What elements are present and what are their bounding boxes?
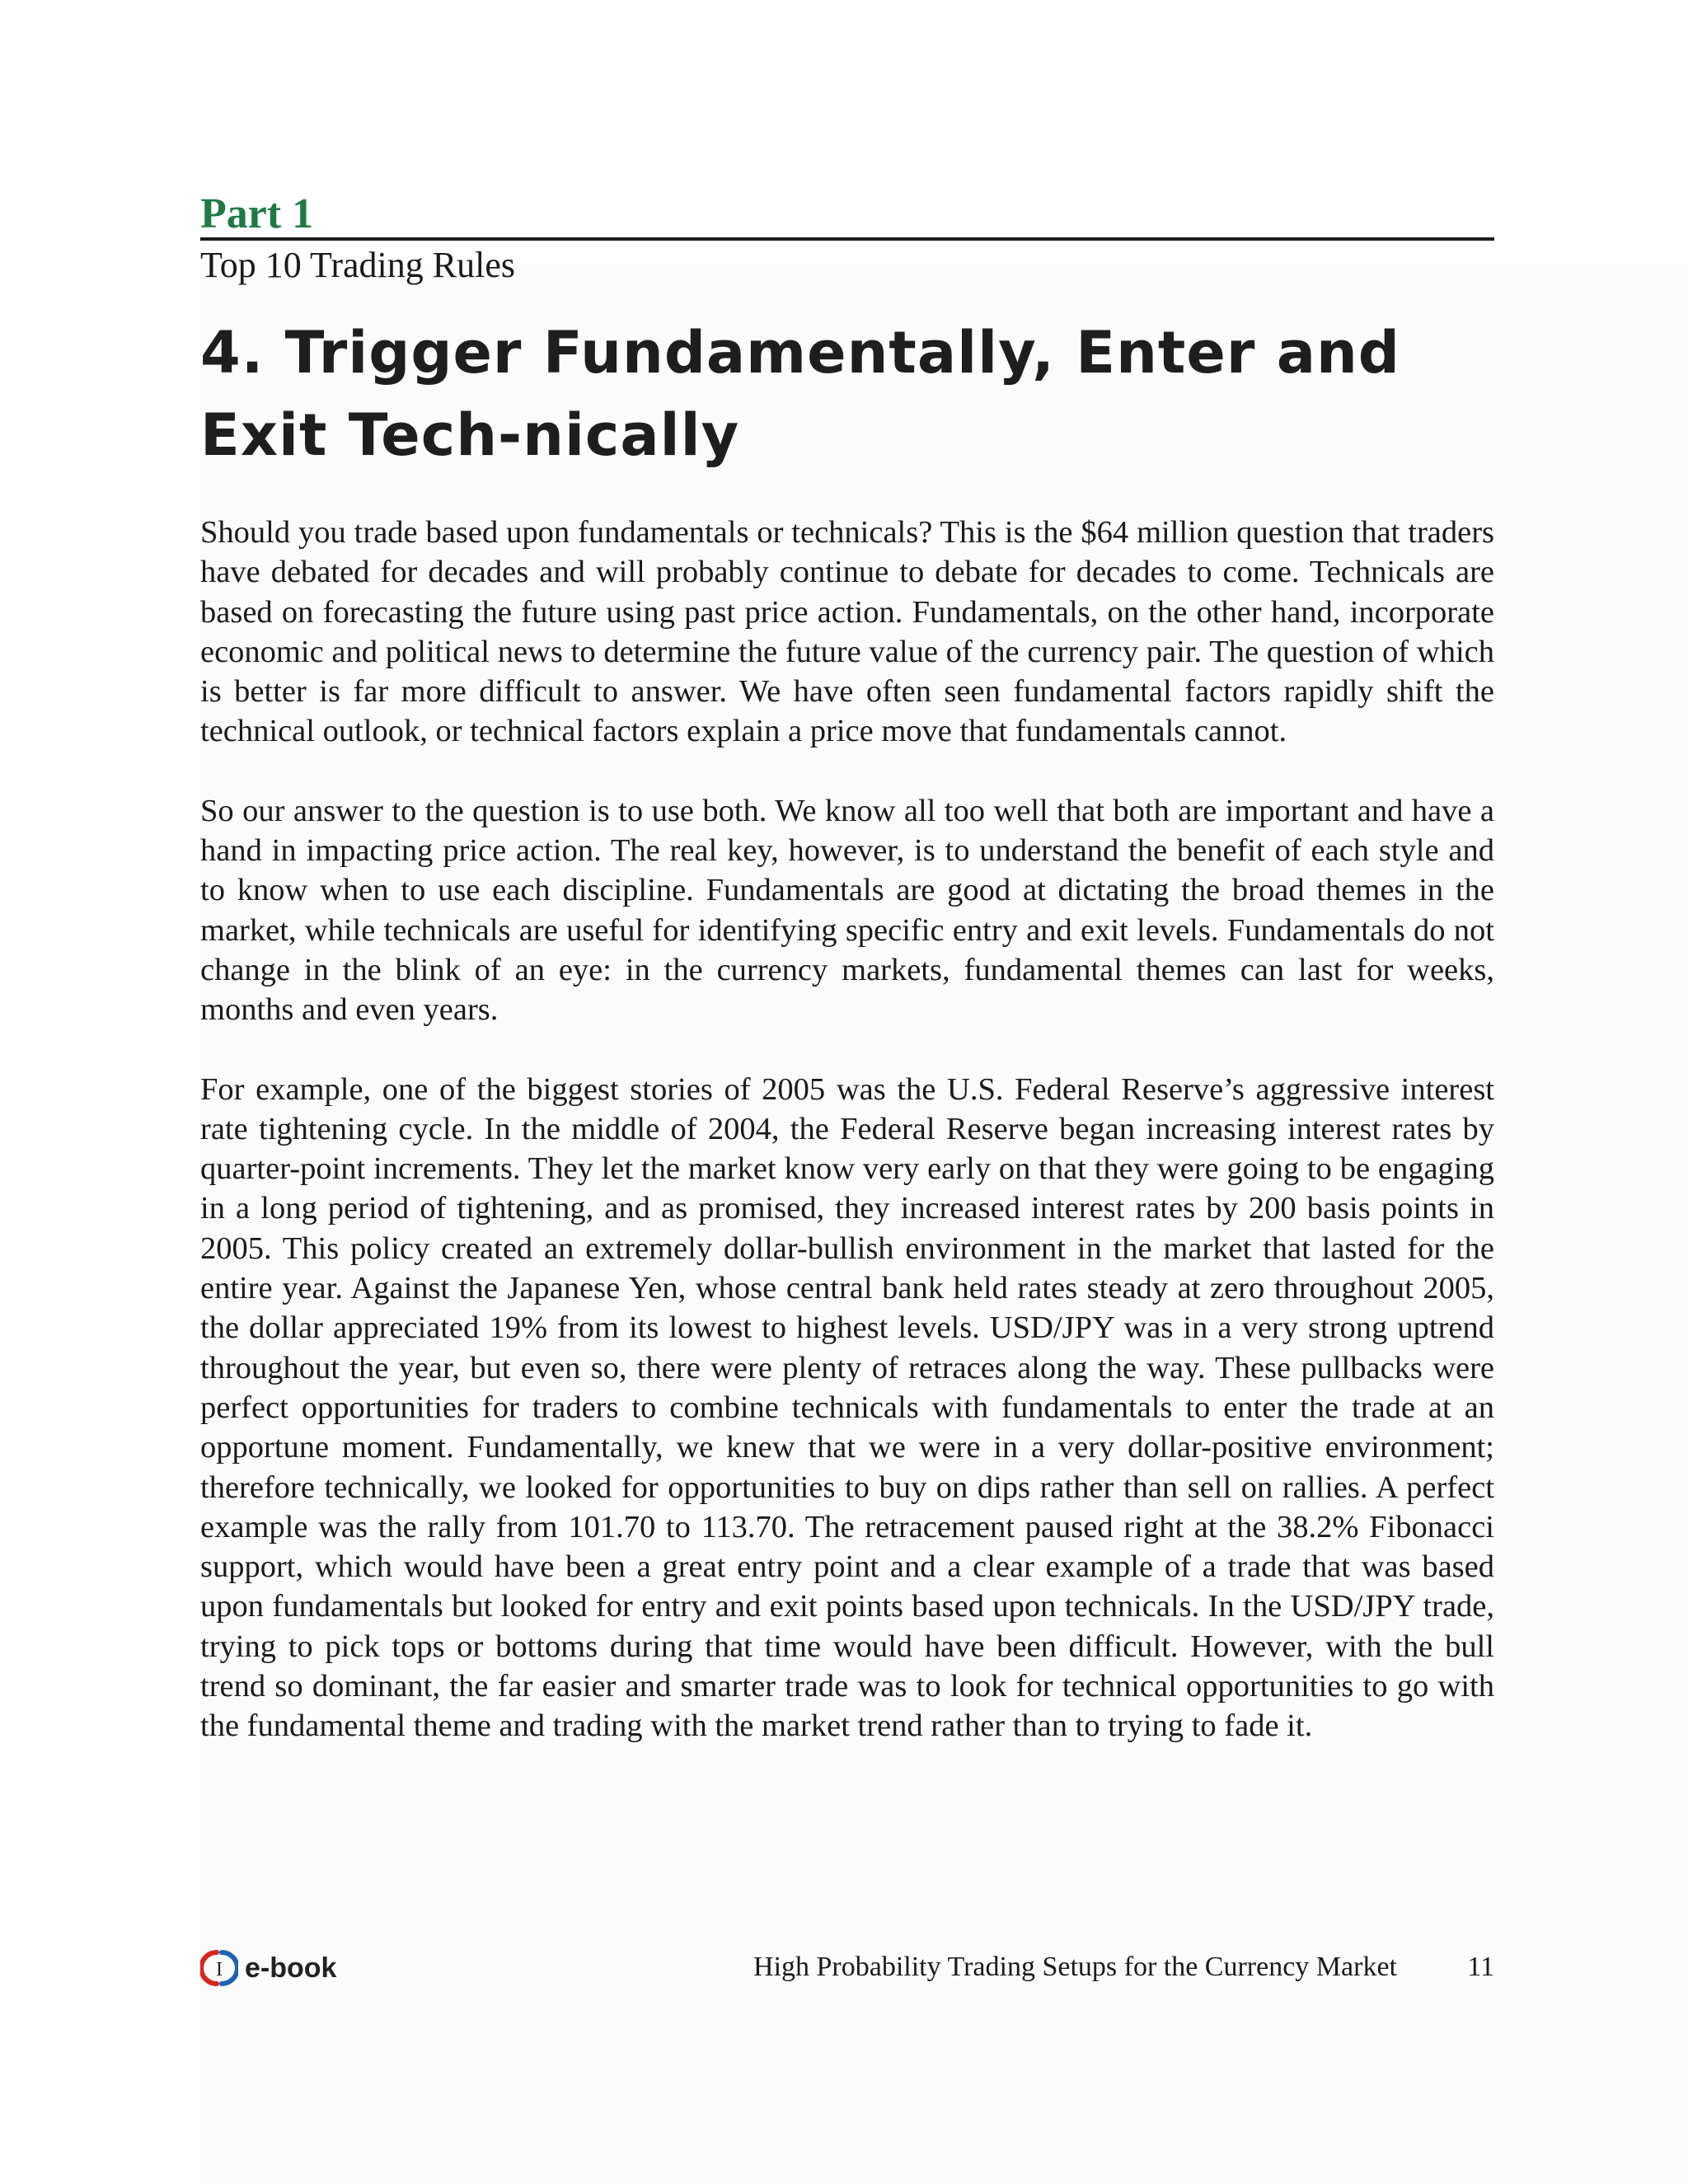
body-text [200,513,1494,1786]
running-header [200,190,1494,285]
logo-letter: I [216,1959,223,1980]
ebook-logo [200,1948,336,1988]
paragraph: For example, one of the biggest stories of 2005 was the U.S. Federal Reserve’s aggressive interest rate tightening cycle. In the middle of 2004, the Federal Reserve began increasing interest rates by quarter-point increments. They let the market know very early on that they were going to be engaging in a long period of tightening, and as promised, they increased interest rates by 200 basis points in 2005. This policy created an extremely dollar-bullish environment in the market that lasted for the entire year. Against the Japanese Yen, whose central bank held rates steady at zero throughout 2005, the dollar appreciated 19% from its lowest to highest levels. USD/JPY was in a very strong uptrend throughout the year, but even so, there were plenty of retraces along the way. These pullbacks were perfect opportunities for traders to combine technicals with fundamentals to enter the trade at an opportune moment. Fundamentally, we knew that we were in a very dollar-positive environment; therefore technically, we looked for opportunities to buy on dips rather than sell on rallies. A perfect example was the rally from 101.70 to 113.70. The retracement paused right at the 38.2% Fibonacci support, which would have been a great entry point and a clear example of a trade that was based upon fundamentals but looked for entry and exit points based upon technicals. In the USD/JPY trade, trying to pick tops or bottoms during that time would have been difficult. However, with the bull trend so dominant, the far easier and smarter trade was to look for technical opportunities to go with the fundamental theme and trading with the market trend rather than to trying to fade it. [200,1071,1494,1744]
book-title: High Probability Trading Setups for the Currency Market [753,1952,1397,1982]
page-footer [200,1945,1494,1994]
publisher-logo-icon [200,1949,238,1987]
page-number: 11 [1467,1952,1494,1982]
section-label: Top 10 Trading Rules [200,245,515,285]
paragraph: Should you trade based upon fundamentals or technicals? This is the $64 million question that traders have debated for decades and will probably continue to debate for decades to come. Technicals are based on forecasting the future using past price action. Fundamentals, on the other hand, incorporate economic and political news to determine the future value of the currency pair. The question of which is better is far more difficult to answer. We have often seen fundamental factors rapidly shift the technical outlook, or technical factors explain a price move that fundamentals cannot. [200,515,1494,749]
header-rule [200,237,1494,241]
logo-text: e-book [245,1952,337,1984]
chapter-title: 4. Trigger Fundamentally, Enter and Exit Tech-nically [200,319,1400,469]
part-label: Part 1 [200,190,314,237]
paragraph: So our answer to the question is to use both. We know all too well that both are important and have a hand in impacting price action. The real key, however, is to understand the benefit of each style and to know when to use each discipline. Fundamentals are good at dictating the broad themes in the market, while technicals are useful for identifying specific entry and exit levels. Fundamentals do not change in the blink of an eye: in the currency markets, fundamental themes can last for weeks, months and even years. [200,793,1494,1028]
